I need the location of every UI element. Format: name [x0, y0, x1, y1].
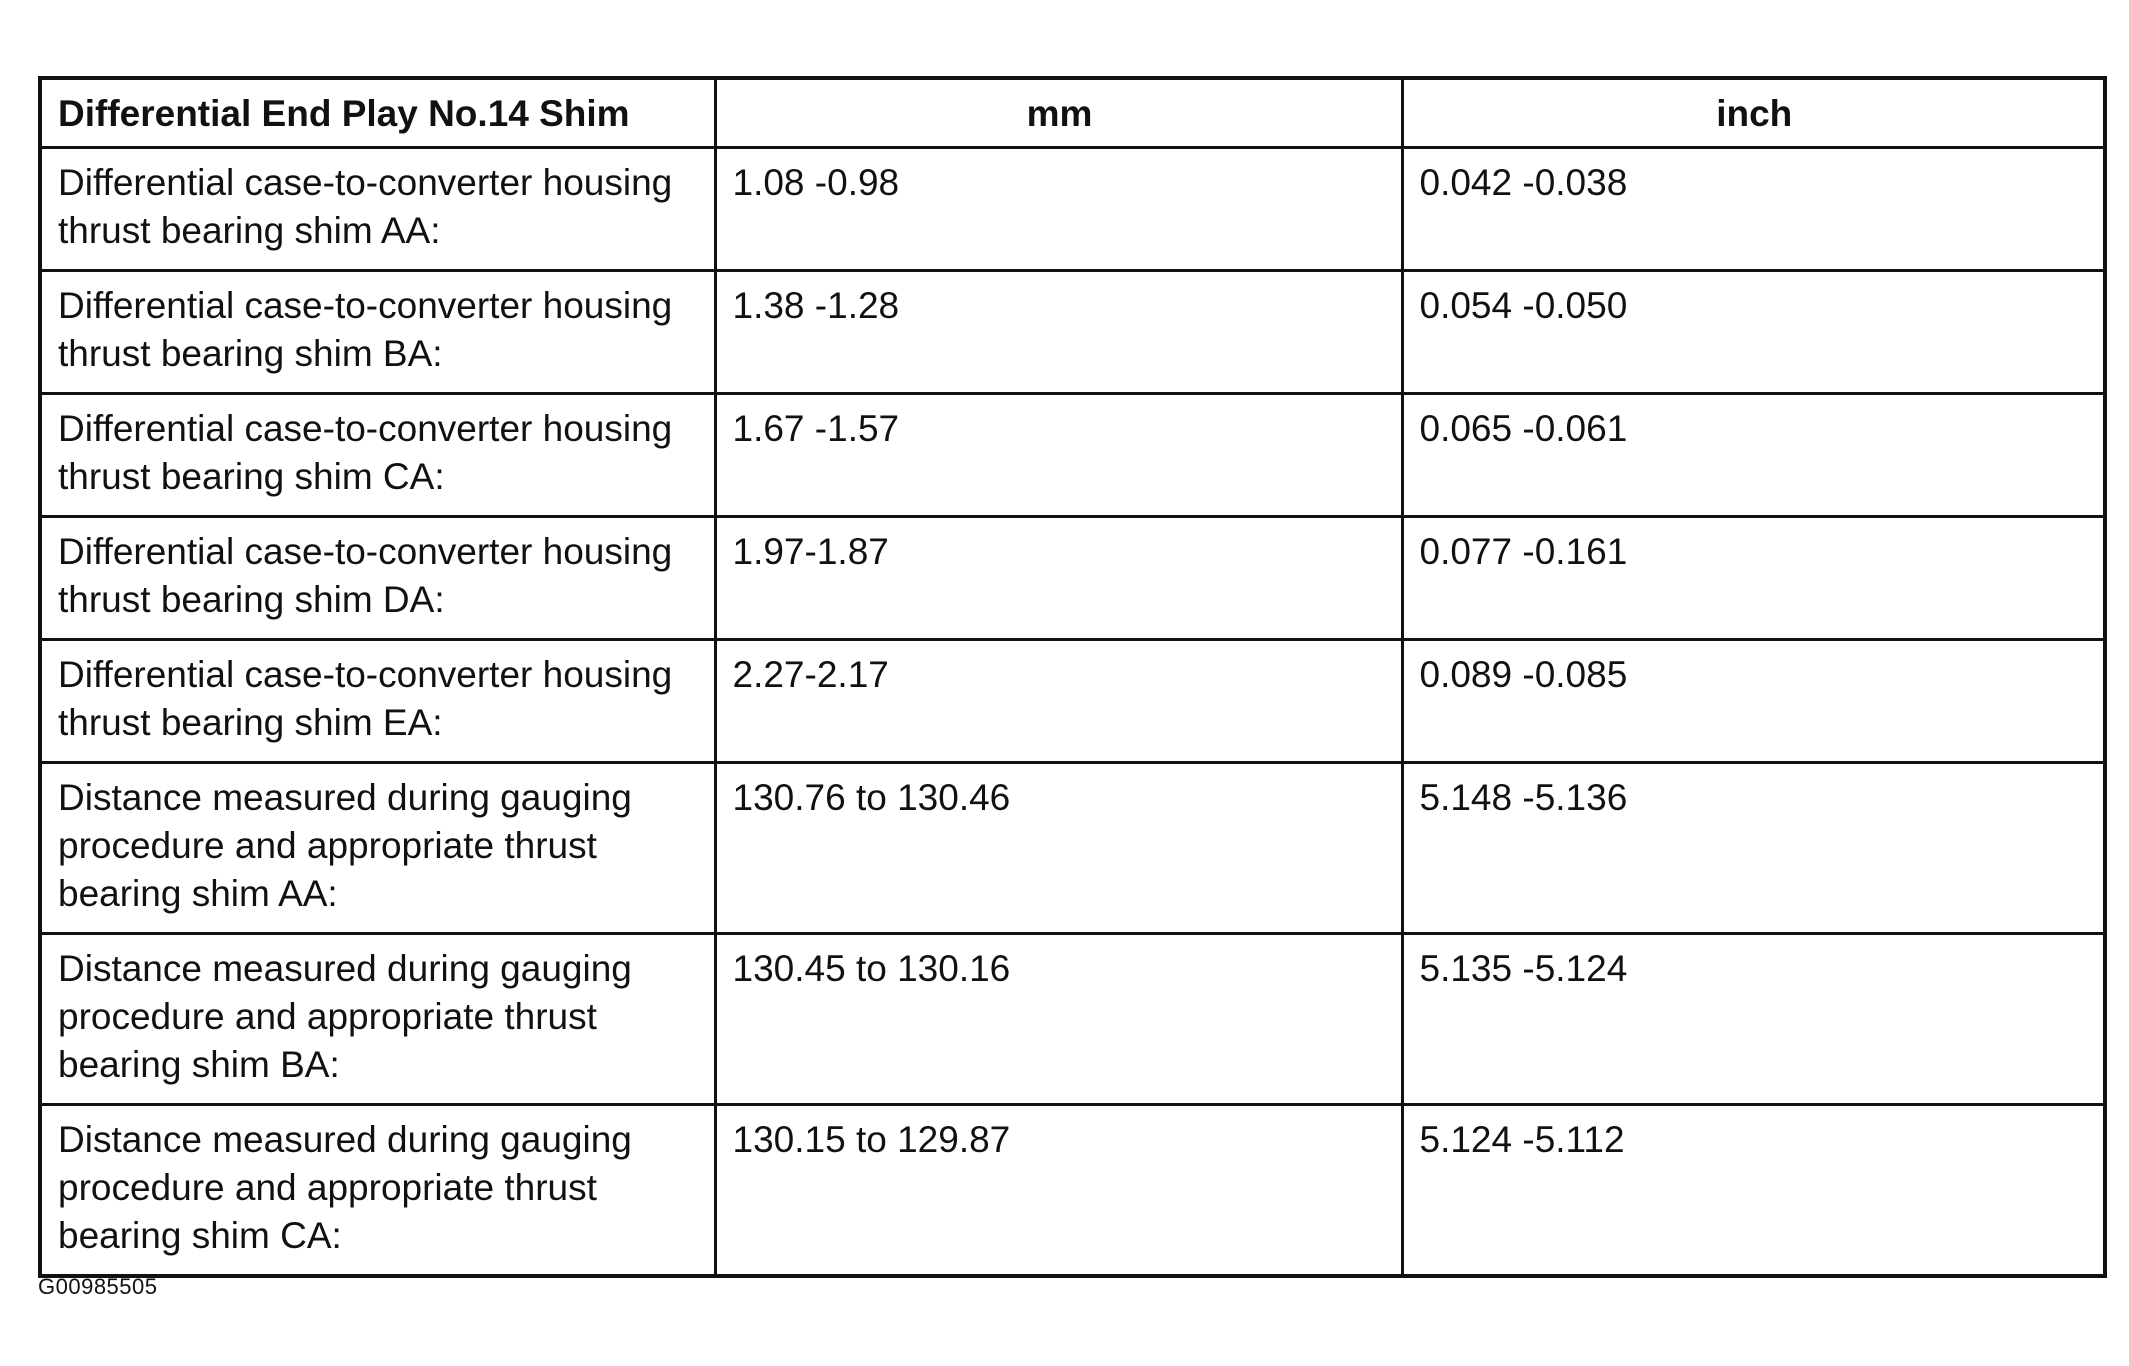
row-label: Distance measured during gauging procedure and appropriate thrust bearing shim CA:	[40, 1105, 715, 1277]
table-row	[40, 1105, 2105, 1277]
row-inch-value: 0.054 -0.050	[1402, 271, 2105, 394]
table-row	[40, 148, 2105, 271]
row-inch-value: 0.042 -0.038	[1402, 148, 2105, 271]
row-mm-value: 1.67 -1.57	[715, 394, 1402, 517]
row-mm-value: 2.27-2.17	[715, 640, 1402, 763]
header-mm: mm	[715, 78, 1402, 148]
row-mm-value: 1.38 -1.28	[715, 271, 1402, 394]
row-inch-value: 0.077 -0.161	[1402, 517, 2105, 640]
row-label: Differential case-to-converter housing thrust bearing shim AA:	[40, 148, 715, 271]
figure-id: G00985505	[38, 1274, 158, 1299]
row-label: Differential case-to-converter housing thrust bearing shim CA:	[40, 394, 715, 517]
row-mm-value: 130.45 to 130.16	[715, 934, 1402, 1105]
row-inch-value: 5.124 -5.112	[1402, 1105, 2105, 1277]
row-mm-value: 1.08 -0.98	[715, 148, 1402, 271]
row-mm-value: 130.15 to 129.87	[715, 1105, 1402, 1277]
row-inch-value: 5.148 -5.136	[1402, 763, 2105, 934]
row-label: Distance measured during gauging procedure and appropriate thrust bearing shim BA:	[40, 934, 715, 1105]
row-mm-value: 1.97-1.87	[715, 517, 1402, 640]
shim-spec-table	[38, 76, 2107, 1278]
row-label: Distance measured during gauging procedure and appropriate thrust bearing shim AA:	[40, 763, 715, 934]
row-label: Differential case-to-converter housing thrust bearing shim EA:	[40, 640, 715, 763]
header-inch: inch	[1402, 78, 2105, 148]
table-row	[40, 763, 2105, 934]
header-description: Differential End Play No.14 Shim	[40, 78, 715, 148]
row-label: Differential case-to-converter housing thrust bearing shim DA:	[40, 517, 715, 640]
row-inch-value: 0.065 -0.061	[1402, 394, 2105, 517]
row-mm-value: 130.76 to 130.46	[715, 763, 1402, 934]
row-inch-value: 0.089 -0.085	[1402, 640, 2105, 763]
row-inch-value: 5.135 -5.124	[1402, 934, 2105, 1105]
table-row	[40, 640, 2105, 763]
table-header-row	[40, 78, 2105, 148]
table-row	[40, 517, 2105, 640]
table-row	[40, 271, 2105, 394]
table-row	[40, 934, 2105, 1105]
row-label: Differential case-to-converter housing thrust bearing shim BA:	[40, 271, 715, 394]
table-row	[40, 394, 2105, 517]
